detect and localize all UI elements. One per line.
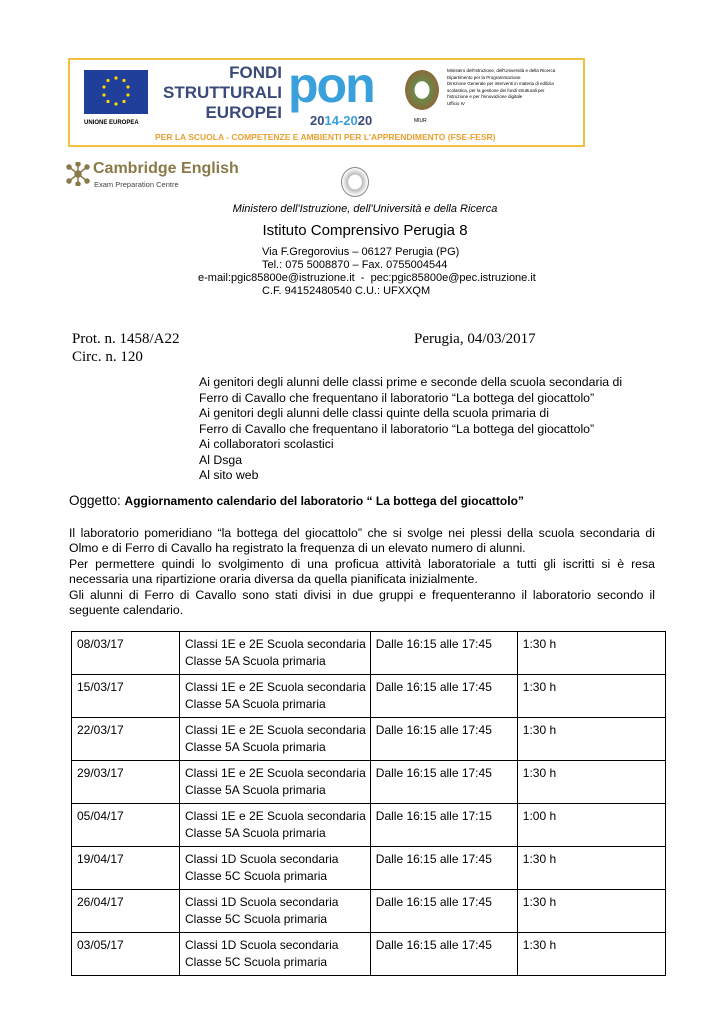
- subject-text: Aggiornamento calendario del laboratorio “ La bottega del giocattolo”: [124, 494, 524, 508]
- table-row: [72, 632, 666, 675]
- school-name: Istituto Comprensivo Perugia 8: [262, 222, 468, 239]
- duration-cell: 1:30 h: [517, 933, 665, 976]
- date-cell: 15/03/17: [72, 675, 180, 718]
- class-cell: Classi 1E e 2E Scuola secondaria Classe 5A Scuola primaria: [180, 675, 371, 718]
- circular-number: Circ. n. 120: [72, 349, 143, 365]
- italian-emblem-icon: [405, 70, 439, 110]
- table-row: [72, 847, 666, 890]
- duration-cell: 1:30 h: [517, 632, 665, 675]
- republic-seal-icon: [341, 167, 369, 197]
- time-cell: Dalle 16:15 alle 17:45: [370, 761, 517, 804]
- date-cell: 03/05/17: [72, 933, 180, 976]
- duration-cell: 1:00 h: [517, 804, 665, 847]
- time-cell: Dalle 16:15 alle 17:45: [370, 632, 517, 675]
- class-cell: Classi 1E e 2E Scuola secondaria Classe 5A Scuola primaria: [180, 718, 371, 761]
- ministero-line: Ministero dell'Istruzione, dell'Università e della Ricerca: [232, 203, 498, 215]
- cambridge-logo: [66, 160, 239, 192]
- paragraph: Gli alunni di Ferro di Cavallo sono stati divisi in due gruppi e frequenteranno il laboratorio secondo il seguente calendario.: [69, 588, 655, 617]
- protocol-number: Prot. n. 1458/A22: [72, 331, 180, 347]
- date-cell: 26/04/17: [72, 890, 180, 933]
- date-cell: 22/03/17: [72, 718, 180, 761]
- recipient: Ai genitori degli alunni delle classi quinte della scuola primaria di: [199, 406, 549, 420]
- duration-cell: 1:30 h: [517, 675, 665, 718]
- fiscal-code: C.F. 94152480540 C.U.: UFXXQM: [262, 285, 431, 297]
- class-cell: Classi 1D Scuola secondaria Classe 5C Scuola primaria: [180, 890, 371, 933]
- eu-flag-icon: [84, 70, 148, 114]
- pon-years: 2014-2020: [310, 113, 373, 128]
- date-cell: 08/03/17: [72, 632, 180, 675]
- table-row: [72, 933, 666, 976]
- time-cell: Dalle 16:15 alle 17:15: [370, 804, 517, 847]
- class-cell: Classi 1D Scuola secondaria Classe 5C Scuola primaria: [180, 847, 371, 890]
- subject-line: Oggetto: Aggiornamento calendario del laboratorio “ La bottega del giocattolo”: [69, 493, 524, 508]
- date-cell: 29/03/17: [72, 761, 180, 804]
- table-row: [72, 718, 666, 761]
- time-cell: Dalle 16:15 alle 17:45: [370, 847, 517, 890]
- duration-cell: 1:30 h: [517, 761, 665, 804]
- table-row: [72, 675, 666, 718]
- recipient: Ferro di Cavallo che frequentano il laboratorio “La bottega del giocattolo”: [199, 390, 595, 405]
- recipient: Ferro di Cavallo che frequentano il laboratorio “La bottega del giocattolo”: [199, 421, 595, 436]
- recipient: Ai collaboratori scolastici: [199, 437, 334, 451]
- time-cell: Dalle 16:15 alle 17:45: [370, 890, 517, 933]
- class-cell: Classi 1E e 2E Scuola secondaria Classe 5A Scuola primaria: [180, 804, 371, 847]
- pon-banner: [68, 58, 585, 147]
- letter-date: Perugia, 04/03/2017: [414, 331, 536, 347]
- cambridge-subtitle: Exam Preparation Centre: [94, 180, 179, 189]
- schedule-table: [71, 631, 666, 976]
- protocol: [72, 330, 180, 366]
- phone: Tel.: 075 5008870 – Fax. 0755004544: [262, 259, 448, 271]
- recipients: [199, 375, 622, 484]
- date-cell: 05/04/17: [72, 804, 180, 847]
- time-cell: Dalle 16:15 alle 17:45: [370, 718, 517, 761]
- ministry-text: Ministero dell'Istruzione, dell'Università e della Ricerca Dipartimento per la Programmazione Direzione Generale per interventi in materia di edilizia scolastica, per la gestione dei fondi strutturali per l'istruzione e per l'innovazione digitale Ufficio IV: [447, 68, 556, 106]
- address: Via F.Gregorovius – 06127 Perugia (PG): [262, 246, 460, 258]
- class-cell: Classi 1D Scuola secondaria Classe 5C Scuola primaria: [180, 933, 371, 976]
- paragraph: Per permettere quindi lo svolgimento di una proficua attività laboratoriale a tutti gli iscritti si è resa necessaria una ripartizione oraria diversa da quella pianificata inizialmente.: [69, 557, 655, 586]
- email: e-mail:pgic85800e@istruzione.it - pec:pgic85800e@pec.istruzione.it: [198, 272, 536, 284]
- duration-cell: 1:30 h: [517, 718, 665, 761]
- duration-cell: 1:30 h: [517, 847, 665, 890]
- miur-label: MIUR: [414, 118, 427, 124]
- banner-tagline: PER LA SCUOLA - COMPETENZE E AMBIENTI PER L'APPRENDIMENTO (FSE-FESR): [155, 132, 496, 142]
- time-cell: Dalle 16:15 alle 17:45: [370, 675, 517, 718]
- table-row: [72, 761, 666, 804]
- duration-cell: 1:30 h: [517, 890, 665, 933]
- recipient: Al sito web: [199, 468, 259, 482]
- eu-label: UNIONE EUROPEA: [84, 120, 139, 126]
- class-cell: Classi 1E e 2E Scuola secondaria Classe 5A Scuola primaria: [180, 761, 371, 804]
- recipient: Ai genitori degli alunni delle classi prime e seconde della scuola secondaria di: [199, 375, 623, 389]
- fondi-logo: FONDI STRUTTURALI EUROPEI: [163, 63, 282, 122]
- recipient: Al Dsga: [199, 452, 243, 467]
- pon-logo: pon: [288, 57, 374, 113]
- time-cell: Dalle 16:15 alle 17:45: [370, 933, 517, 976]
- date-cell: 19/04/17: [72, 847, 180, 890]
- cambridge-title: Cambridge English: [93, 160, 239, 177]
- paragraph: Il laboratorio pomeridiano “la bottega del giocattolo” che si svolge nei plessi della scuola secondaria di Olmo e di Ferro di Cavallo ha registrato la frequenza di un elevato numero di alunni.: [69, 526, 655, 555]
- table-row: [72, 804, 666, 847]
- body-text: [69, 526, 655, 619]
- table-row: [72, 890, 666, 933]
- cambridge-icon: [66, 162, 90, 186]
- class-cell: Classi 1E e 2E Scuola secondaria Classe 5A Scuola primaria: [180, 632, 371, 675]
